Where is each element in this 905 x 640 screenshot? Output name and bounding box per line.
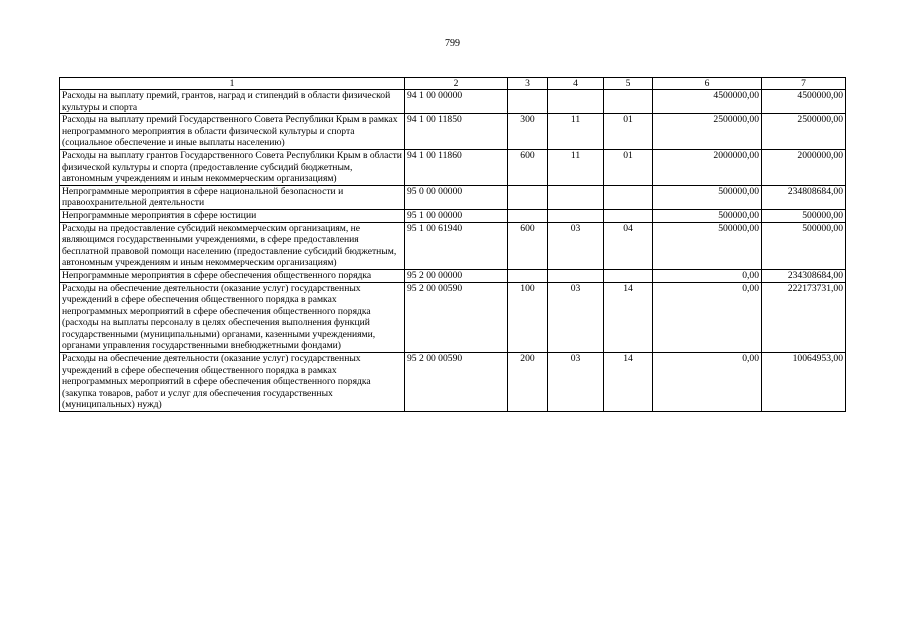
header-row [60, 78, 846, 90]
expense-type: 600 [508, 149, 548, 185]
amount-col-7: 222173731,00 [762, 282, 846, 353]
section-code: 03 [548, 282, 604, 353]
subsection-code [604, 90, 653, 114]
amount-col-7: 234308684,00 [762, 269, 846, 282]
section-code: 03 [548, 353, 604, 412]
subsection-code [604, 209, 653, 222]
page-number: 799 [445, 38, 460, 49]
table-row [60, 209, 846, 222]
target-code: 94 1 00 00000 [405, 90, 508, 114]
expense-type [508, 269, 548, 282]
header-col-6: 6 [653, 78, 762, 90]
subsection-code: 14 [604, 353, 653, 412]
amount-col-6: 0,00 [653, 353, 762, 412]
section-code: 03 [548, 222, 604, 269]
target-code: 95 2 00 00000 [405, 269, 508, 282]
amount-col-6: 2500000,00 [653, 114, 762, 150]
subsection-code: 01 [604, 149, 653, 185]
amount-col-6: 500000,00 [653, 185, 762, 209]
section-code [548, 90, 604, 114]
expense-name: Непрограммные мероприятия в сфере национальной безопасности и правоохранительной деятельности [60, 185, 405, 209]
header-col-5: 5 [604, 78, 653, 90]
amount-col-7: 2000000,00 [762, 149, 846, 185]
target-code: 94 1 00 11860 [405, 149, 508, 185]
expense-type [508, 185, 548, 209]
amount-col-7: 4500000,00 [762, 90, 846, 114]
target-code: 94 1 00 11850 [405, 114, 508, 150]
section-code [548, 269, 604, 282]
amount-col-7: 2500000,00 [762, 114, 846, 150]
expense-type: 200 [508, 353, 548, 412]
amount-col-6: 4500000,00 [653, 90, 762, 114]
expense-name: Расходы на выплату грантов Государственного Совета Республики Крым в области физической культуры и спорта (предоставление субсидий бюджетным, автономным учреждениям и иным некоммерческим организациям) [60, 149, 405, 185]
expense-name: Расходы на предоставление субсидий некоммерческим организациям, не являющимся государственными учреждениями, в сфере предоставления бесплатной правовой помощи населению (предоставление субсидий бюджетным, автономным учреждениям и иным некоммерческим организациям) [60, 222, 405, 269]
table-row [60, 90, 846, 114]
subsection-code [604, 269, 653, 282]
header-col-2: 2 [405, 78, 508, 90]
expense-name: Расходы на выплату премий, грантов, наград и стипендий в области физической культуры и спорта [60, 90, 405, 114]
header-col-3: 3 [508, 78, 548, 90]
table-row [60, 114, 846, 150]
table-row [60, 353, 846, 412]
expense-name: Непрограммные мероприятия в сфере обеспечения общественного порядка [60, 269, 405, 282]
amount-col-7: 234808684,00 [762, 185, 846, 209]
amount-col-6: 0,00 [653, 282, 762, 353]
budget-table [59, 77, 846, 412]
subsection-code: 01 [604, 114, 653, 150]
expense-name: Расходы на выплату премий Государственного Совета Республики Крым в рамках непрограммного мероприятия в области физической культуры и спорта (социальное обеспечение и иные выплаты населению) [60, 114, 405, 150]
table-row [60, 222, 846, 269]
expense-name: Расходы на обеспечение деятельности (оказание услуг) государственных учреждений в сфере обеспечения общественного порядка в рамках непрограммных мероприятий в сфере обеспечения общественного порядка (расходы на выплаты персоналу в целях обеспечения выполнения функций государственными (муниципальными) органами, казенными учреждениями, органами управления государственными внебюджетными фондами) [60, 282, 405, 353]
amount-col-7: 500000,00 [762, 222, 846, 269]
header-col-7: 7 [762, 78, 846, 90]
subsection-code: 14 [604, 282, 653, 353]
expense-type: 100 [508, 282, 548, 353]
table-row [60, 185, 846, 209]
subsection-code [604, 185, 653, 209]
expense-type [508, 209, 548, 222]
subsection-code: 04 [604, 222, 653, 269]
section-code [548, 185, 604, 209]
amount-col-6: 500000,00 [653, 222, 762, 269]
table-row [60, 149, 846, 185]
amount-col-6: 500000,00 [653, 209, 762, 222]
amount-col-7: 500000,00 [762, 209, 846, 222]
expense-type [508, 90, 548, 114]
expense-type: 300 [508, 114, 548, 150]
header-col-4: 4 [548, 78, 604, 90]
table-row [60, 282, 846, 353]
expense-type: 600 [508, 222, 548, 269]
expense-name: Расходы на обеспечение деятельности (оказание услуг) государственных учреждений в сфере обеспечения общественного порядка в рамках непрограммных мероприятий в сфере обеспечения общественного порядка (закупка товаров, работ и услуг для обеспечения государственных (муниципальных) нужд) [60, 353, 405, 412]
target-code: 95 1 00 00000 [405, 209, 508, 222]
amount-col-7: 10064953,00 [762, 353, 846, 412]
amount-col-6: 2000000,00 [653, 149, 762, 185]
amount-col-6: 0,00 [653, 269, 762, 282]
target-code: 95 2 00 00590 [405, 282, 508, 353]
target-code: 95 1 00 61940 [405, 222, 508, 269]
section-code [548, 209, 604, 222]
target-code: 95 0 00 00000 [405, 185, 508, 209]
table-row [60, 269, 846, 282]
section-code: 11 [548, 114, 604, 150]
header-col-1: 1 [60, 78, 405, 90]
target-code: 95 2 00 00590 [405, 353, 508, 412]
expense-name: Непрограммные мероприятия в сфере юстиции [60, 209, 405, 222]
section-code: 11 [548, 149, 604, 185]
